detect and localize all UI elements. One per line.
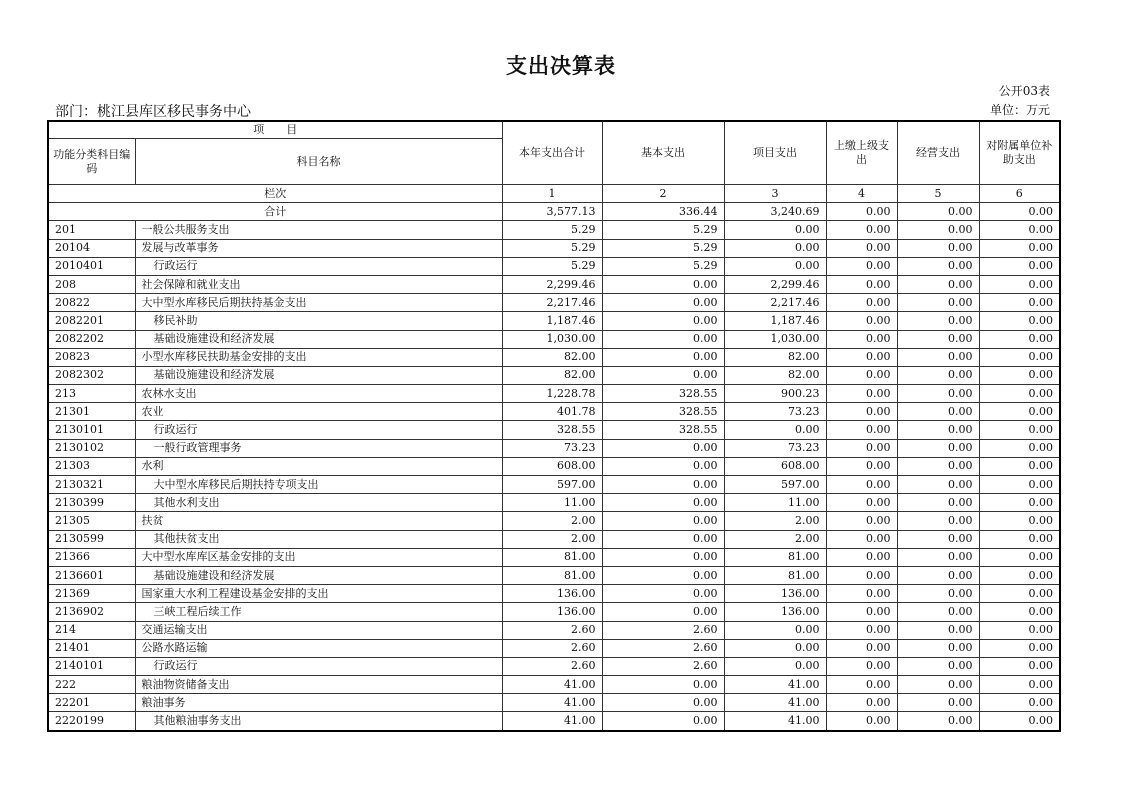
table-row [48,676,1060,694]
total-cell: 5.29 [502,257,602,275]
name-cell: 公路水路运输 [135,639,502,657]
total-cell: 2.00 [502,512,602,530]
subsidiary-cell: 0.00 [979,657,1060,675]
name-header: 科目名称 [135,139,502,185]
table-row [48,621,1060,639]
business-cell: 0.00 [897,585,979,603]
index-cell: 3 [724,185,826,203]
upper-cell: 0.00 [826,639,897,657]
index-cell: 2 [602,185,724,203]
name-cell: 交通运输支出 [135,621,502,639]
business-cell: 0.00 [897,676,979,694]
project-cell: 900.23 [724,385,826,403]
project-cell: 136.00 [724,585,826,603]
basic-cell: 0.00 [602,366,724,384]
subsidiary-cell: 0.00 [979,530,1060,548]
code-cell: 20822 [48,294,135,312]
name-cell: 发展与改革事务 [135,239,502,257]
upper-cell: 0.00 [826,221,897,239]
basic-cell: 0.00 [602,603,724,621]
table-row [48,530,1060,548]
upper-cell: 0.00 [826,275,897,293]
total-cell: 0.00 [897,203,979,221]
project-cell: 136.00 [724,603,826,621]
business-cell: 0.00 [897,639,979,657]
business-cell: 0.00 [897,530,979,548]
name-cell: 社会保障和就业支出 [135,275,502,293]
table-row [48,385,1060,403]
upper-cell: 0.00 [826,457,897,475]
total-cell: 73.23 [502,439,602,457]
total-cell: 328.55 [502,421,602,439]
project-cell: 41.00 [724,712,826,731]
subsidiary-cell: 0.00 [979,239,1060,257]
upper-cell: 0.00 [826,494,897,512]
name-cell: 国家重大水利工程建设基金安排的支出 [135,585,502,603]
total-cell: 608.00 [502,457,602,475]
business-cell: 0.00 [897,621,979,639]
name-cell: 其他粮油事务支出 [135,712,502,731]
code-cell: 222 [48,676,135,694]
basic-cell: 0.00 [602,439,724,457]
project-cell: 0.00 [724,221,826,239]
upper-cell: 0.00 [826,657,897,675]
upper-cell: 0.00 [826,512,897,530]
name-cell: 行政运行 [135,421,502,439]
total-cell: 1,030.00 [502,330,602,348]
subsidiary-cell: 0.00 [979,676,1060,694]
code-cell: 2082201 [48,312,135,330]
subsidiary-cell: 0.00 [979,603,1060,621]
table-row [48,366,1060,384]
code-cell: 20104 [48,239,135,257]
project-cell: 0.00 [724,239,826,257]
index-cell: 6 [979,185,1060,203]
total-cell: 0.00 [979,203,1060,221]
basic-cell: 0.00 [602,294,724,312]
table-row [48,476,1060,494]
table-row [48,348,1060,366]
total-cell: 136.00 [502,585,602,603]
project-cell: 41.00 [724,694,826,712]
basic-cell: 0.00 [602,348,724,366]
name-cell: 移民补助 [135,312,502,330]
table-row [48,257,1060,275]
name-cell: 小型水库移民扶助基金安排的支出 [135,348,502,366]
code-cell: 2130102 [48,439,135,457]
project-cell: 73.23 [724,439,826,457]
project-cell: 0.00 [724,621,826,639]
item-group-header: 项 目 [48,121,502,139]
total-cell: 2.60 [502,639,602,657]
total-cell: 2.60 [502,657,602,675]
subsidiary-cell: 0.00 [979,275,1060,293]
subsidiary-cell: 0.00 [979,221,1060,239]
total-header: 本年支出合计 [502,121,602,185]
form-code: 公开03表 [998,84,1050,98]
business-cell: 0.00 [897,694,979,712]
subsidiary-cell: 0.00 [979,566,1060,584]
name-cell: 一般行政管理事务 [135,439,502,457]
code-cell: 2130321 [48,476,135,494]
upper-cell: 0.00 [826,294,897,312]
basic-cell: 2.60 [602,621,724,639]
total-cell: 41.00 [502,694,602,712]
basic-cell: 0.00 [602,330,724,348]
basic-cell: 0.00 [602,312,724,330]
project-cell: 597.00 [724,476,826,494]
table-row [48,294,1060,312]
upper-cell: 0.00 [826,530,897,548]
department-label: 部门：桃江县库区移民事务中心 [55,104,251,120]
basic-cell: 0.00 [602,275,724,293]
total-label: 合计 [48,203,502,221]
upper-cell: 0.00 [826,330,897,348]
table-row [48,694,1060,712]
total-row [48,203,1060,221]
business-cell: 0.00 [897,566,979,584]
subsidiary-cell: 0.00 [979,421,1060,439]
business-cell: 0.00 [897,385,979,403]
business-cell: 0.00 [897,512,979,530]
project-cell: 81.00 [724,548,826,566]
name-cell: 农林水支出 [135,385,502,403]
basic-cell: 328.55 [602,403,724,421]
code-cell: 2082202 [48,330,135,348]
business-cell: 0.00 [897,712,979,731]
code-cell: 20823 [48,348,135,366]
business-cell: 0.00 [897,366,979,384]
subsidiary-cell: 0.00 [979,694,1060,712]
code-header: 功能分类科目编码 [48,139,135,185]
project-cell: 82.00 [724,366,826,384]
code-cell: 21401 [48,639,135,657]
project-cell: 0.00 [724,421,826,439]
table-row [48,330,1060,348]
total-cell: 2,299.46 [502,275,602,293]
code-cell: 201 [48,221,135,239]
total-cell: 1,228.78 [502,385,602,403]
subsidiary-cell: 0.00 [979,330,1060,348]
business-cell: 0.00 [897,294,979,312]
table-row [48,566,1060,584]
project-cell: 2,299.46 [724,275,826,293]
project-cell: 1,187.46 [724,312,826,330]
business-cell: 0.00 [897,457,979,475]
total-cell: 336.44 [602,203,724,221]
table-row [48,603,1060,621]
subsidiary-cell: 0.00 [979,366,1060,384]
code-cell: 21369 [48,585,135,603]
business-cell: 0.00 [897,348,979,366]
upper-cell: 0.00 [826,421,897,439]
name-cell: 扶贫 [135,512,502,530]
total-cell: 81.00 [502,548,602,566]
index-row [48,185,1060,203]
basic-cell: 0.00 [602,548,724,566]
upper-cell: 0.00 [826,712,897,731]
code-cell: 213 [48,385,135,403]
upper-cell: 0.00 [826,403,897,421]
subsidiary-cell: 0.00 [979,312,1060,330]
table-row [48,585,1060,603]
subsidiary-cell: 0.00 [979,512,1060,530]
project-cell: 0.00 [724,657,826,675]
expenditure-table [47,120,1061,732]
total-cell: 597.00 [502,476,602,494]
unit-label: 单位：万元 [989,103,1050,117]
subsidiary-cell: 0.00 [979,439,1060,457]
name-cell: 三峡工程后续工作 [135,603,502,621]
code-cell: 22201 [48,694,135,712]
total-cell: 81.00 [502,566,602,584]
project-cell: 11.00 [724,494,826,512]
name-cell: 大中型水库移民后期扶持基金支出 [135,294,502,312]
project-cell: 41.00 [724,676,826,694]
total-cell: 41.00 [502,676,602,694]
upper-cell: 0.00 [826,585,897,603]
project-cell: 2.00 [724,512,826,530]
name-cell: 基础设施建设和经济发展 [135,566,502,584]
code-cell: 21301 [48,403,135,421]
business-cell: 0.00 [897,494,979,512]
business-cell: 0.00 [897,239,979,257]
basic-cell: 2.60 [602,639,724,657]
project-cell: 0.00 [724,257,826,275]
code-cell: 21366 [48,548,135,566]
subsidiary-cell: 0.00 [979,494,1060,512]
upper-cell: 0.00 [826,257,897,275]
business-cell: 0.00 [897,421,979,439]
total-cell: 41.00 [502,712,602,731]
subsidiary-cell: 0.00 [979,457,1060,475]
total-cell: 2.60 [502,621,602,639]
subsidiary-header: 对附属单位补助支出 [979,121,1060,185]
code-cell: 2130399 [48,494,135,512]
business-cell: 0.00 [897,476,979,494]
subsidiary-cell: 0.00 [979,621,1060,639]
table-row [48,312,1060,330]
basic-cell: 0.00 [602,585,724,603]
table-row [48,657,1060,675]
upper-cell: 0.00 [826,476,897,494]
index-label: 栏次 [48,185,502,203]
basic-cell: 0.00 [602,566,724,584]
code-cell: 2220199 [48,712,135,731]
table-row [48,275,1060,293]
total-cell: 136.00 [502,603,602,621]
project-header: 项目支出 [724,121,826,185]
upper-cell: 0.00 [826,385,897,403]
subsidiary-cell: 0.00 [979,403,1060,421]
basic-cell: 0.00 [602,712,724,731]
project-cell: 608.00 [724,457,826,475]
upper-cell: 0.00 [826,603,897,621]
upper-cell: 0.00 [826,239,897,257]
upper-cell: 0.00 [826,676,897,694]
basic-header: 基本支出 [602,121,724,185]
business-header: 经营支出 [897,121,979,185]
subsidiary-cell: 0.00 [979,348,1060,366]
upper-cell: 0.00 [826,439,897,457]
total-cell: 0.00 [826,203,897,221]
upper-cell: 0.00 [826,348,897,366]
index-cell: 5 [897,185,979,203]
table-row [48,512,1060,530]
basic-cell: 0.00 [602,676,724,694]
basic-cell: 5.29 [602,221,724,239]
basic-cell: 0.00 [602,530,724,548]
business-cell: 0.00 [897,439,979,457]
total-cell: 401.78 [502,403,602,421]
basic-cell: 0.00 [602,457,724,475]
name-cell: 大中型水库移民后期扶持专项支出 [135,476,502,494]
total-cell: 82.00 [502,348,602,366]
code-cell: 2082302 [48,366,135,384]
project-cell: 2.00 [724,530,826,548]
project-cell: 0.00 [724,639,826,657]
total-cell: 3,577.13 [502,203,602,221]
subsidiary-cell: 0.00 [979,257,1060,275]
total-cell: 5.29 [502,221,602,239]
business-cell: 0.00 [897,330,979,348]
upper-cell: 0.00 [826,694,897,712]
basic-cell: 0.00 [602,494,724,512]
table-row [48,439,1060,457]
basic-cell: 2.60 [602,657,724,675]
report-title: 支出决算表 [506,53,616,78]
business-cell: 0.00 [897,403,979,421]
basic-cell: 328.55 [602,385,724,403]
basic-cell: 0.00 [602,512,724,530]
name-cell: 行政运行 [135,657,502,675]
code-cell: 2140101 [48,657,135,675]
basic-cell: 0.00 [602,694,724,712]
code-cell: 2130101 [48,421,135,439]
total-cell: 1,187.46 [502,312,602,330]
name-cell: 水利 [135,457,502,475]
project-cell: 82.00 [724,348,826,366]
code-cell: 208 [48,275,135,293]
name-cell: 农业 [135,403,502,421]
upper-cell: 0.00 [826,366,897,384]
index-cell: 1 [502,185,602,203]
code-cell: 214 [48,621,135,639]
name-cell: 一般公共服务支出 [135,221,502,239]
name-cell: 基础设施建设和经济发展 [135,366,502,384]
code-cell: 2136902 [48,603,135,621]
business-cell: 0.00 [897,221,979,239]
total-cell: 5.29 [502,239,602,257]
name-cell: 粮油物资储备支出 [135,676,502,694]
business-cell: 0.00 [897,603,979,621]
code-cell: 2136601 [48,566,135,584]
table-row [48,457,1060,475]
upper-cell: 0.00 [826,621,897,639]
basic-cell: 328.55 [602,421,724,439]
total-cell: 3,240.69 [724,203,826,221]
project-cell: 81.00 [724,566,826,584]
subsidiary-cell: 0.00 [979,639,1060,657]
table-row [48,712,1060,731]
subsidiary-cell: 0.00 [979,548,1060,566]
name-cell: 行政运行 [135,257,502,275]
code-cell: 21305 [48,512,135,530]
subsidiary-cell: 0.00 [979,385,1060,403]
subsidiary-cell: 0.00 [979,712,1060,731]
subsidiary-cell: 0.00 [979,476,1060,494]
code-cell: 2010401 [48,257,135,275]
subsidiary-cell: 0.00 [979,294,1060,312]
table-row [48,239,1060,257]
index-cell: 4 [826,185,897,203]
name-cell: 大中型水库库区基金安排的支出 [135,548,502,566]
upper-cell: 0.00 [826,312,897,330]
upper-cell: 0.00 [826,548,897,566]
table-row [48,421,1060,439]
name-cell: 其他水利支出 [135,494,502,512]
name-cell: 粮油事务 [135,694,502,712]
business-cell: 0.00 [897,312,979,330]
total-cell: 2,217.46 [502,294,602,312]
table-row [48,403,1060,421]
name-cell: 基础设施建设和经济发展 [135,330,502,348]
table-row [48,548,1060,566]
business-cell: 0.00 [897,257,979,275]
table-row [48,494,1060,512]
business-cell: 0.00 [897,275,979,293]
business-cell: 0.00 [897,548,979,566]
code-cell: 21303 [48,457,135,475]
project-cell: 73.23 [724,403,826,421]
project-cell: 1,030.00 [724,330,826,348]
subsidiary-cell: 0.00 [979,585,1060,603]
name-cell: 其他扶贫支出 [135,530,502,548]
basic-cell: 5.29 [602,257,724,275]
table-row [48,221,1060,239]
project-cell: 2,217.46 [724,294,826,312]
total-cell: 2.00 [502,530,602,548]
total-cell: 82.00 [502,366,602,384]
upper-header: 上缴上级支出 [826,121,897,185]
business-cell: 0.00 [897,657,979,675]
upper-cell: 0.00 [826,566,897,584]
table-row [48,639,1060,657]
basic-cell: 0.00 [602,476,724,494]
basic-cell: 5.29 [602,239,724,257]
code-cell: 2130599 [48,530,135,548]
total-cell: 11.00 [502,494,602,512]
